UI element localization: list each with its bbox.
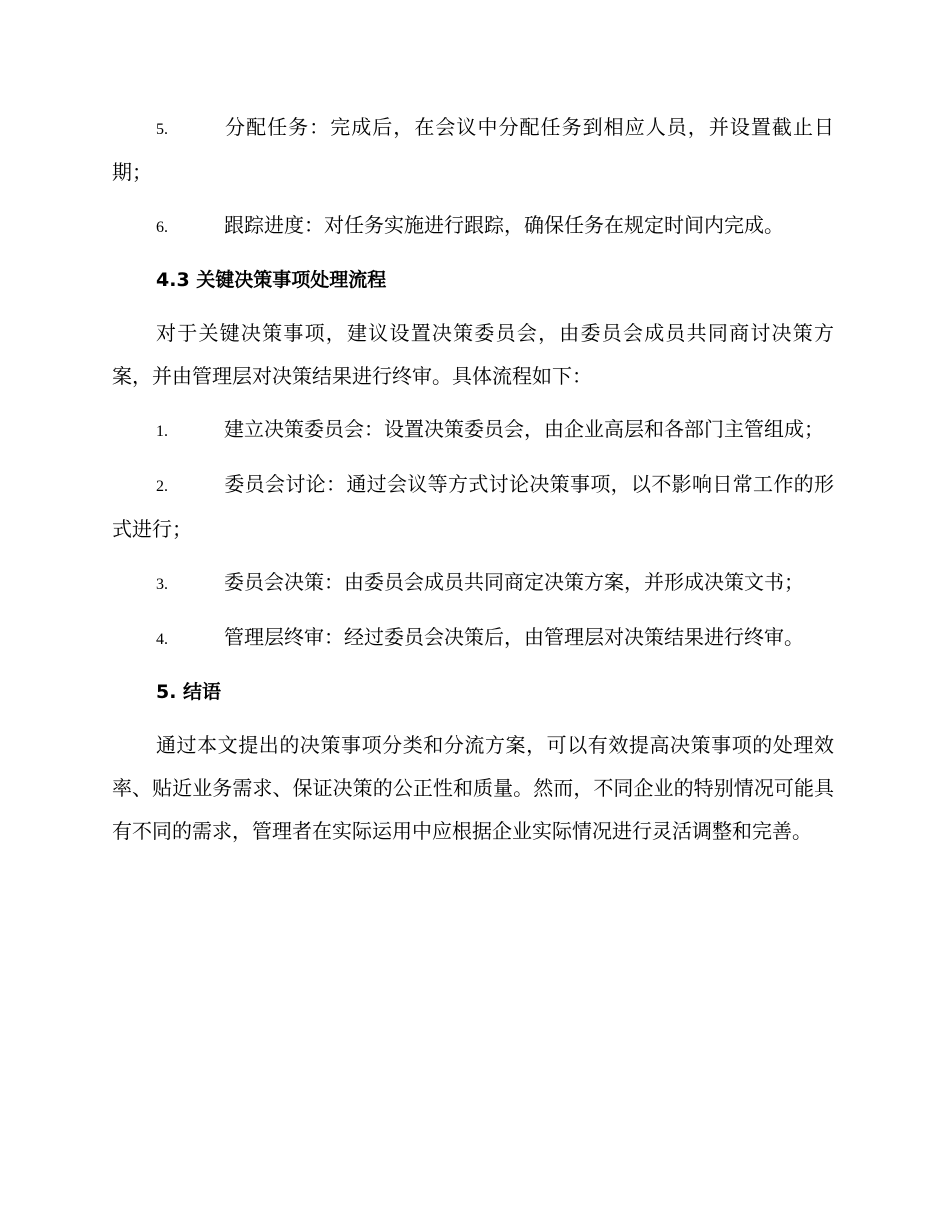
- list-number: 1.: [156, 423, 168, 440]
- section-heading-4-3: 4.3 关键决策事项处理流程: [156, 269, 387, 291]
- list-number: 5.: [156, 121, 168, 138]
- list-number: 3.: [156, 576, 168, 593]
- list-text: 委员会决策：由委员会成员共同商定决策方案，并形成决策文书；: [224, 570, 804, 594]
- list-item: [112, 408, 834, 453]
- list-item: [112, 561, 834, 606]
- list-text: 跟踪进度：对任务实施进行跟踪，确保任务在规定时间内完成。: [224, 213, 784, 237]
- list-text: 管理层终审：经过委员会决策后，由管理层对决策结果进行终审。: [224, 625, 804, 649]
- list-number: 4.: [156, 631, 168, 648]
- list-item: [112, 616, 834, 661]
- list-item: [112, 463, 834, 551]
- list-text: 分配任务：完成后，在会议中分配任务到相应人员，并设置截止日期；: [112, 115, 834, 184]
- section-heading-5: 5. 结语: [156, 681, 222, 703]
- list-text: 委员会讨论：通过会议等方式讨论决策事项，以不影响日常工作的形式进行；: [112, 472, 834, 541]
- list-number: 6.: [156, 219, 168, 236]
- conclusion-paragraph: 通过本文提出的决策事项分类和分流方案，可以有效提高决策事项的处理效率、贴近业务需求、保证决策的公正性和质量。然而，不同企业的特别情况可能具有不同的需求，管理者在实际运用中应根据企业实际情况进行灵活调整和完善。: [112, 733, 834, 843]
- list-number: 2.: [156, 478, 168, 495]
- list-item: [112, 106, 834, 194]
- section-4-3-intro: 对于关键决策事项，建议设置决策委员会，由委员会成员共同商讨决策方案，并由管理层对决策结果进行终审。具体流程如下：: [112, 321, 834, 388]
- list-item: [112, 204, 834, 249]
- document-page: [112, 106, 834, 863]
- list-text: 建立决策委员会：设置决策委员会，由企业高层和各部门主管组成；: [224, 417, 824, 441]
